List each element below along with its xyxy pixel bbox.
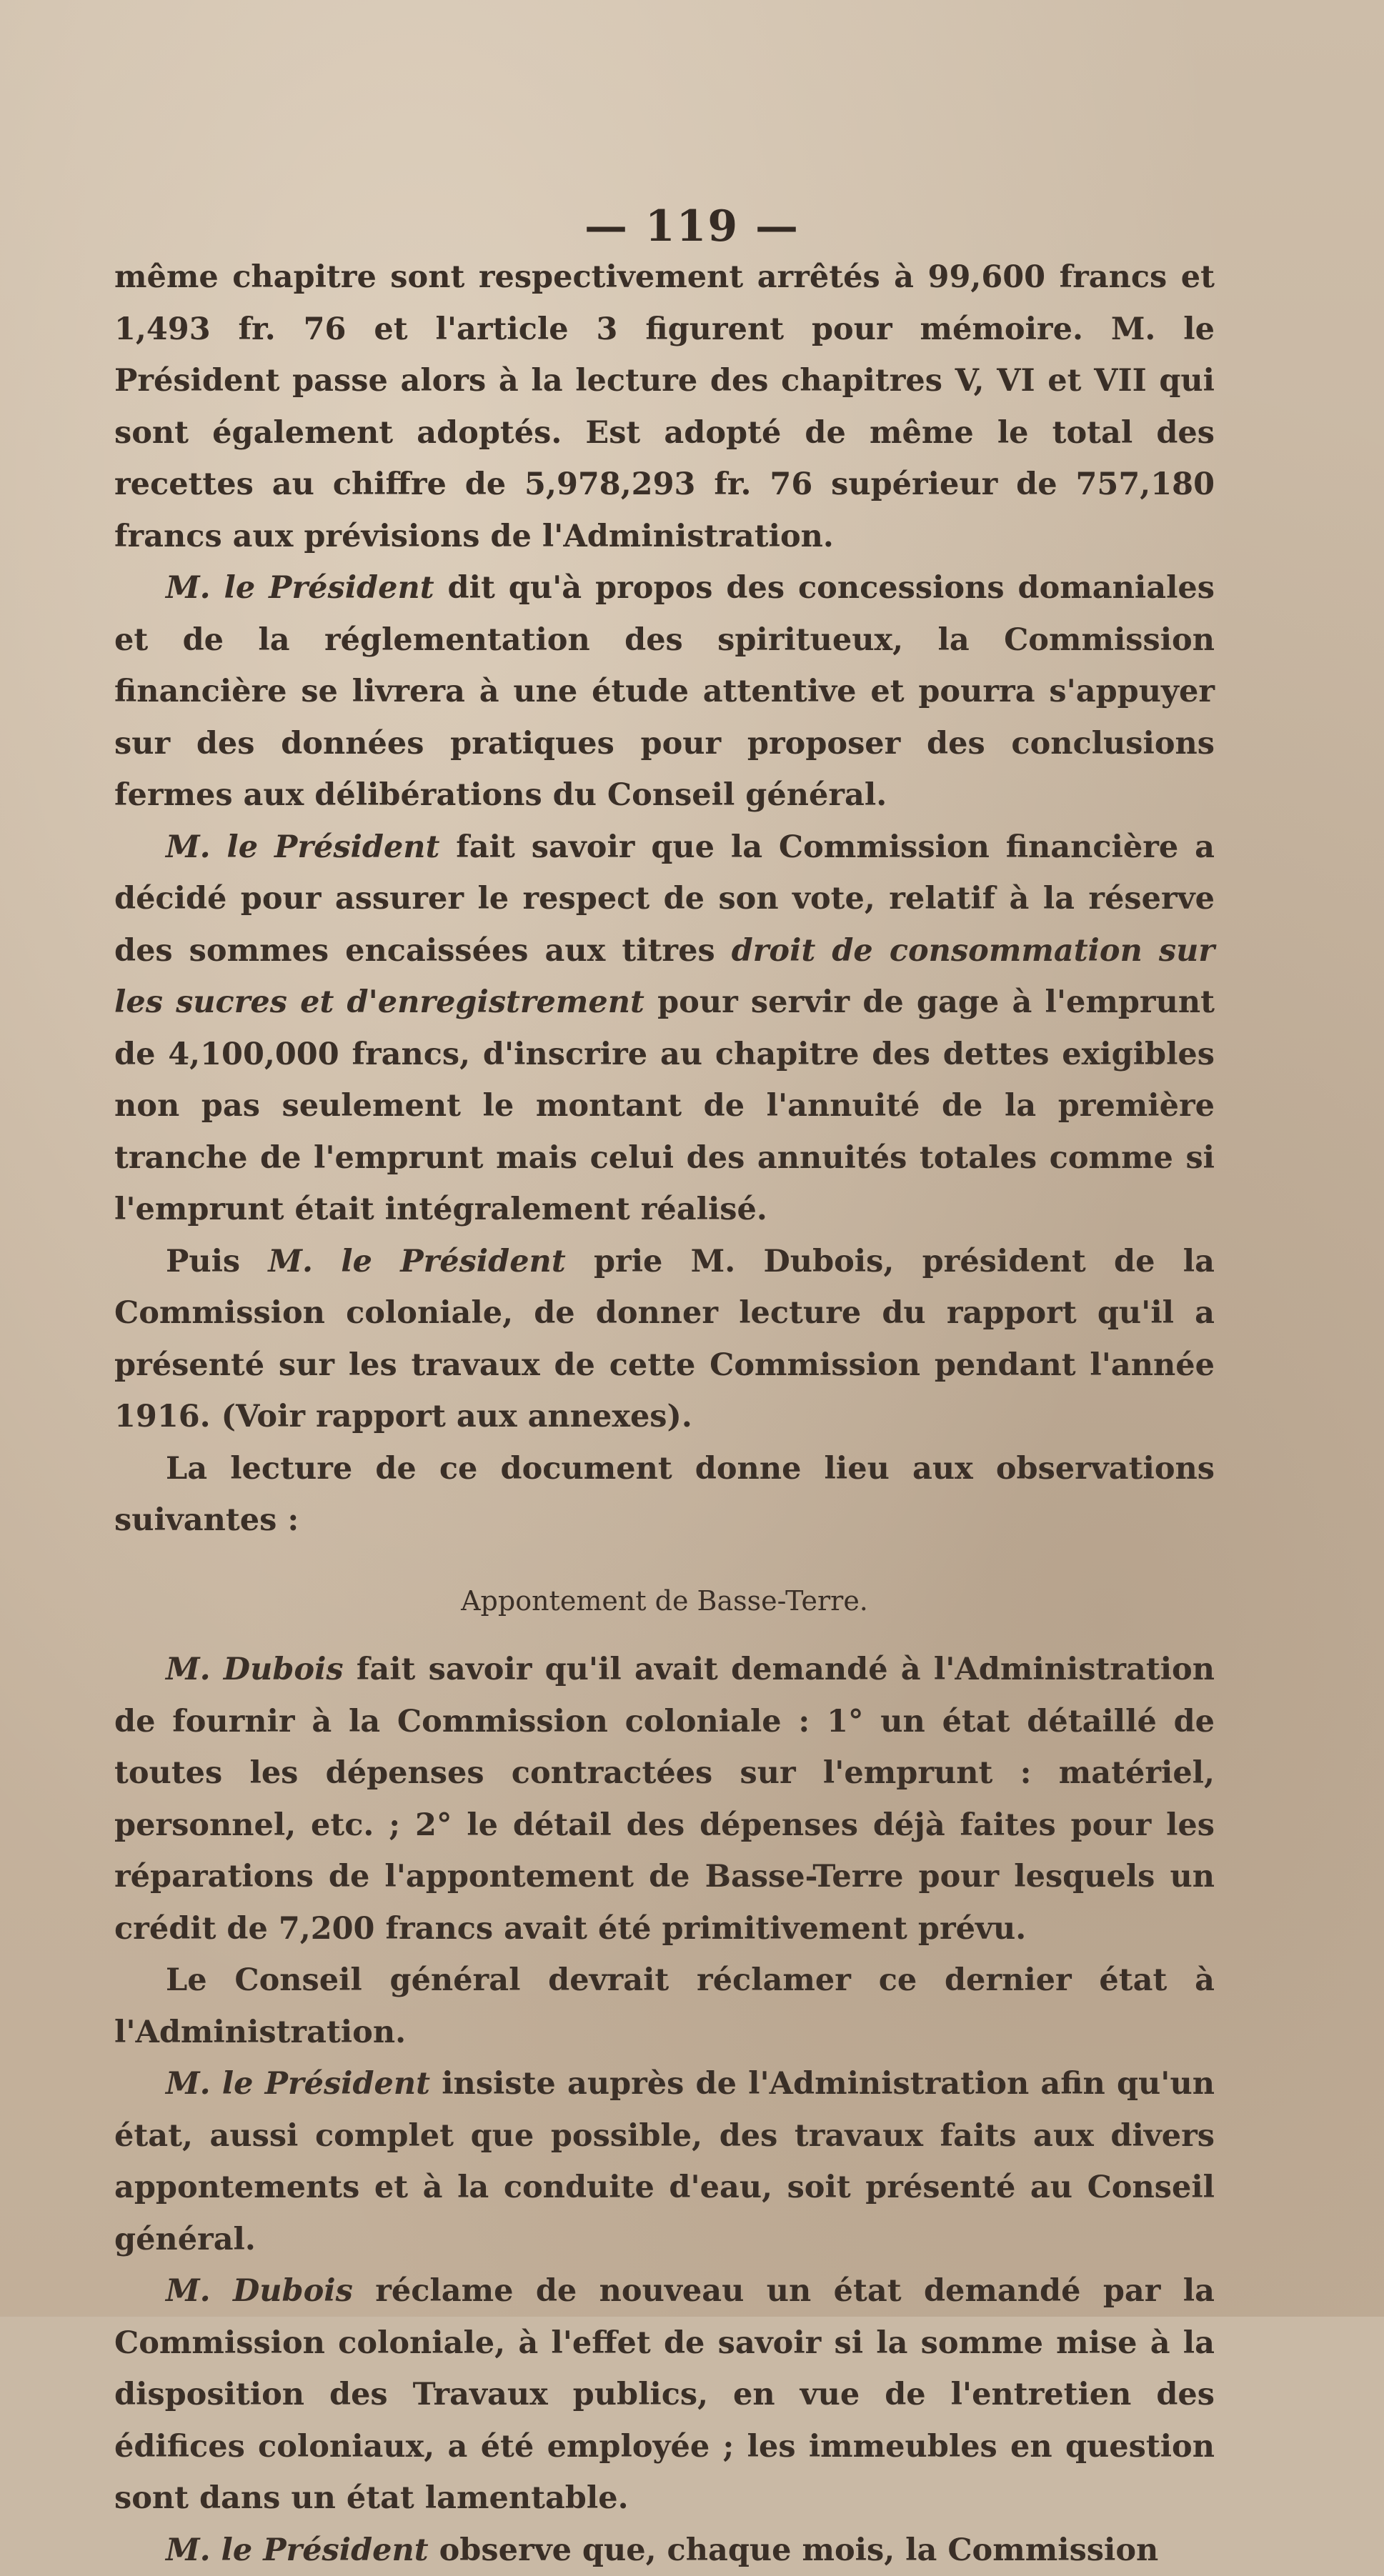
paragraph-2 (114, 562, 1215, 822)
paragraph-text: observe que, chaque mois, la Commission (429, 2532, 1159, 2568)
speaker-name: M. Dubois (166, 1652, 344, 1687)
italic-phrase: droit de consommation sur les sucres et d'enregistrement (114, 933, 1215, 1021)
paragraph-8 (114, 2058, 1215, 2265)
paragraph-text: fait savoir que la Commission financière a décidé pour assurer le respect de son vote, relatif à la réserve des sommes encaissées aux titres (114, 829, 1215, 969)
paragraph-text: prie M. Dubois, président de la Commission coloniale, de donner lecture du rapport qu'il a présenté sur les travaux de cette Commission pendant l'année 1916. (Voir rapport aux annexes). (114, 1244, 1215, 1435)
body-text (114, 251, 1215, 2576)
paragraph-text: La lecture de ce document donne lieu aux observations suivantes : (114, 1451, 1215, 1539)
speaker-name: M. le Président (166, 2066, 430, 2102)
paragraph-text: insiste auprès de l'Administration afin qu'un état, aussi complet que possible, des travaux faits aux divers appontements et à la conduite d'eau, soit présenté au Conseil général. (114, 2066, 1215, 2257)
speaker-name: M. le Président (166, 570, 434, 606)
paragraph-3 (114, 822, 1215, 1236)
paragraph-prefix: Puis (166, 1244, 268, 1279)
paragraph-text: réclame de nouveau un état demandé par la Commission coloniale, à l'effet de savoir si la somme mise à la disposition des Travaux publics, en vue de l'entretien des édifices coloniaux, a été employée ; les immeubles en question sont dans un état lamentable. (114, 2273, 1215, 2516)
paragraph-7 (114, 1955, 1215, 2058)
paragraph-1 (114, 251, 1215, 562)
paragraph-text: pour servir de gage à l'emprunt de 4,100,000 francs, d'inscrire au chapitre des dettes exigibles non pas seulement le montant de l'annuité de la première tranche de l'emprunt mais celui des annuités totales comme si l'emprunt était intégralement réalisé. (114, 984, 1215, 1227)
section-heading: Appontement de Basse-Terre. (114, 1575, 1215, 1627)
paragraph-text: Le Conseil général devrait réclamer ce dernier état à l'Administration. (114, 1962, 1215, 2050)
speaker-name: M. le Président (268, 1244, 565, 1279)
paragraph-6 (114, 1644, 1215, 1955)
paragraph-text: dit qu'à propos des concessions domaniales et de la réglementation des spiritueux, la Commission financière se livrera à une étude attentive et pourra s'appuyer sur des données pratiques pour proposer des conclusions fermes aux délibérations du Conseil général. (114, 570, 1215, 813)
paragraph-10 (114, 2525, 1215, 2576)
paragraph-9 (114, 2265, 1215, 2525)
page-number: — 119 — (0, 201, 1384, 251)
paragraph-text: même chapitre sont respectivement arrêtés à 99,600 francs et 1,493 fr. 76 et l'article 3 figurent pour mémoire. M. le Président passe alors à la lecture des chapitres V, VI et VII qui sont également adoptés. Est adopté de même le total des recettes au chiffre de 5,978,293 fr. 76 supérieur de 757,180 francs aux prévisions de l'Administration. (114, 259, 1215, 554)
speaker-name: M. le Président (166, 2532, 429, 2568)
paragraph-5 (114, 1443, 1215, 1547)
speaker-name: M. le Président (166, 829, 439, 865)
paragraph-4 (114, 1236, 1215, 1443)
paragraph-text: fait savoir qu'il avait demandé à l'Administration de fournir à la Commission coloniale : 1° un état détaillé de toutes les dépenses contractées sur l'emprunt : matériel, personnel, etc. ; 2° le détail des dépenses déjà faites pour les réparations de l'appontement de Basse-Terre pour lesquels un crédit de 7,200 francs avait été primitivement prévu. (114, 1652, 1215, 1947)
speaker-name: M. Dubois (166, 2273, 353, 2309)
